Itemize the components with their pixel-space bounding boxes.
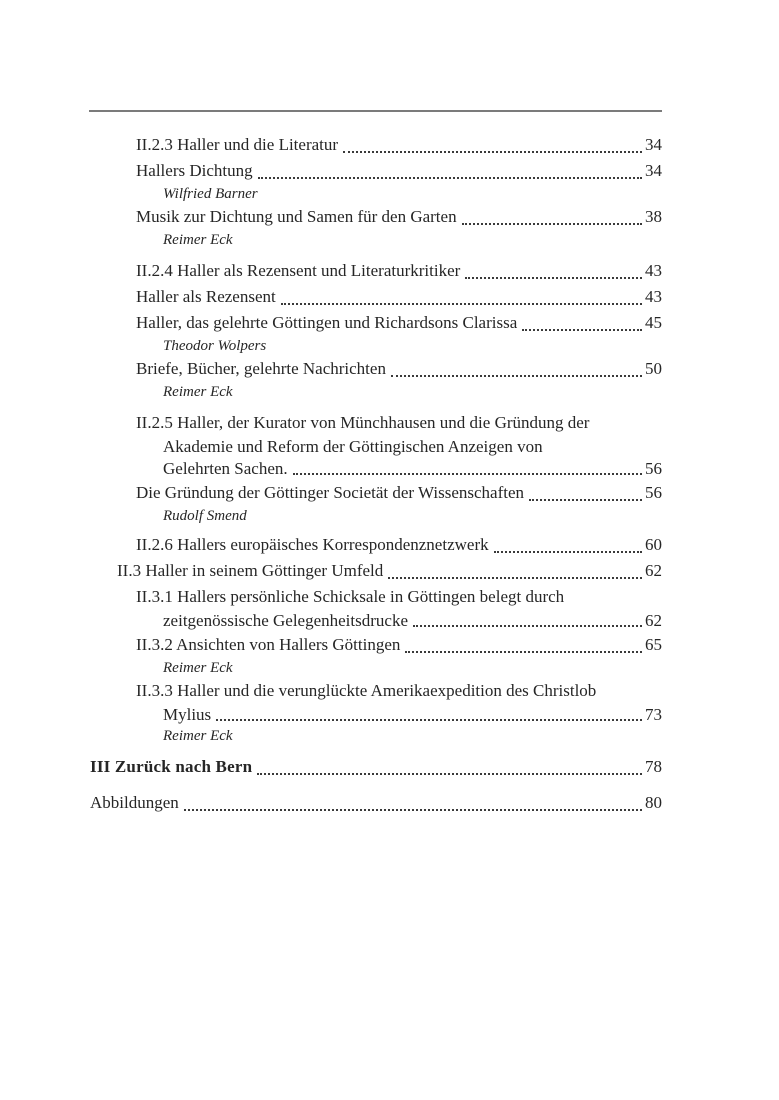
toc-entry-title: III Zurück nach Bern [90, 757, 253, 776]
toc-entry [90, 382, 662, 402]
toc-entry [90, 558, 662, 584]
toc-entry-page: 38 [645, 207, 662, 226]
toc-entry-title: Haller als Rezensent [136, 287, 276, 306]
toc-entry-title: Rudolf Smend [163, 508, 247, 524]
toc-entry [90, 132, 662, 158]
toc-entry [90, 258, 662, 284]
toc-entry [90, 790, 662, 816]
toc-entry-title: Reimer Eck [163, 232, 233, 248]
toc-entry-title: Reimer Eck [163, 384, 233, 400]
toc-entry-page: 43 [645, 261, 662, 280]
toc-entry-title: Gelehrten Sachen. [163, 459, 288, 478]
toc-entry [90, 310, 662, 336]
dot-leader [405, 651, 642, 653]
dot-leader [465, 277, 642, 279]
toc-entry-page: 78 [645, 757, 662, 776]
toc-entry [90, 336, 662, 356]
toc-entry-page: 62 [645, 611, 662, 630]
toc-entry-title: Briefe, Bücher, gelehrte Nachrichten [136, 359, 386, 378]
dot-leader [462, 223, 642, 225]
toc-entry-title: II.2.4 Haller als Rezensent und Literaturkritiker [136, 261, 461, 280]
toc-entry-page: 56 [645, 483, 662, 502]
toc-entry-page: 43 [645, 287, 662, 306]
toc-entry [90, 458, 662, 480]
toc-entry-title: II.3.2 Ansichten von Hallers Göttingen [136, 635, 401, 654]
toc-entry [90, 658, 662, 678]
toc-entry [90, 754, 662, 780]
toc-entry-title: Die Gründung der Göttinger Societät der Wissenschaften [136, 483, 525, 502]
dot-leader [391, 375, 642, 377]
toc-entry-title: Theodor Wolpers [163, 338, 267, 354]
dot-leader [494, 551, 642, 553]
toc-entry-title: II.2.5 Haller, der Kurator von Münchhausen und die Gründung der [136, 413, 590, 432]
dot-leader [343, 151, 642, 153]
dot-leader [216, 719, 642, 721]
toc-entry [90, 480, 662, 506]
toc-entry [90, 356, 662, 382]
toc-entry-title: Akademie und Reform der Göttingischen Anzeigen von [163, 437, 543, 456]
header-rule [89, 110, 662, 112]
toc-entry-title: Mylius [163, 705, 212, 724]
toc-entry-title: II.3.3 Haller und die verunglückte Amerikaexpedition des Christlob [136, 681, 597, 700]
toc-entry-page: 73 [645, 705, 662, 724]
dot-leader [258, 177, 642, 179]
dot-leader [522, 329, 642, 331]
toc-entry-title: II.3.1 Hallers persönliche Schicksale in Göttingen belegt durch [136, 587, 565, 606]
toc-entry [90, 506, 662, 526]
dot-leader [281, 303, 642, 305]
toc-entry-page: 56 [645, 459, 662, 478]
toc-entry [90, 230, 662, 250]
toc-entry-title: Wilfried Barner [163, 186, 258, 202]
toc-list [90, 132, 662, 816]
dot-leader [293, 473, 642, 475]
toc-entry [90, 704, 662, 726]
toc-entry [90, 678, 662, 704]
toc-entry-title: Reimer Eck [163, 728, 233, 744]
toc-entry-title: Musik zur Dichtung und Samen für den Garten [136, 207, 457, 226]
toc-entry-page: 50 [645, 359, 662, 378]
toc-entry-title: II.3 Haller in seinem Göttinger Umfeld [117, 561, 384, 580]
toc-entry-title: Reimer Eck [163, 660, 233, 676]
toc-entry [90, 584, 662, 610]
toc-entry-page: 65 [645, 635, 662, 654]
toc-entry [90, 184, 662, 204]
toc-entry [90, 610, 662, 632]
toc-entry [90, 436, 662, 458]
dot-leader [388, 577, 642, 579]
toc-entry [90, 726, 662, 746]
toc-entry [90, 410, 662, 436]
dot-leader [257, 773, 642, 775]
toc-entry-page: 62 [645, 561, 662, 580]
toc-entry [90, 158, 662, 184]
toc-entry-page: 80 [645, 793, 662, 812]
toc-entry [90, 284, 662, 310]
toc-entry [90, 532, 662, 558]
toc-entry-page: 34 [645, 161, 662, 180]
toc-entry [90, 204, 662, 230]
toc-entry-title: II.2.3 Haller und die Literatur [136, 135, 339, 154]
dot-leader [529, 499, 642, 501]
toc-entry-page: 60 [645, 535, 662, 554]
toc-entry-title: II.2.6 Hallers europäisches Korrespondenznetzwerk [136, 535, 489, 554]
dot-leader [413, 625, 642, 627]
toc-entry-title: zeitgenössische Gelegenheitsdrucke [163, 611, 408, 630]
toc-entry-title: Abbildungen [90, 793, 179, 812]
dot-leader [184, 809, 642, 811]
toc-entry-page: 45 [645, 313, 662, 332]
toc-entry-title: Hallers Dichtung [136, 161, 253, 180]
toc-entry [90, 632, 662, 658]
toc-entry-title: Haller, das gelehrte Göttingen und Richardsons Clarissa [136, 313, 518, 332]
toc-entry-page: 34 [645, 135, 662, 154]
